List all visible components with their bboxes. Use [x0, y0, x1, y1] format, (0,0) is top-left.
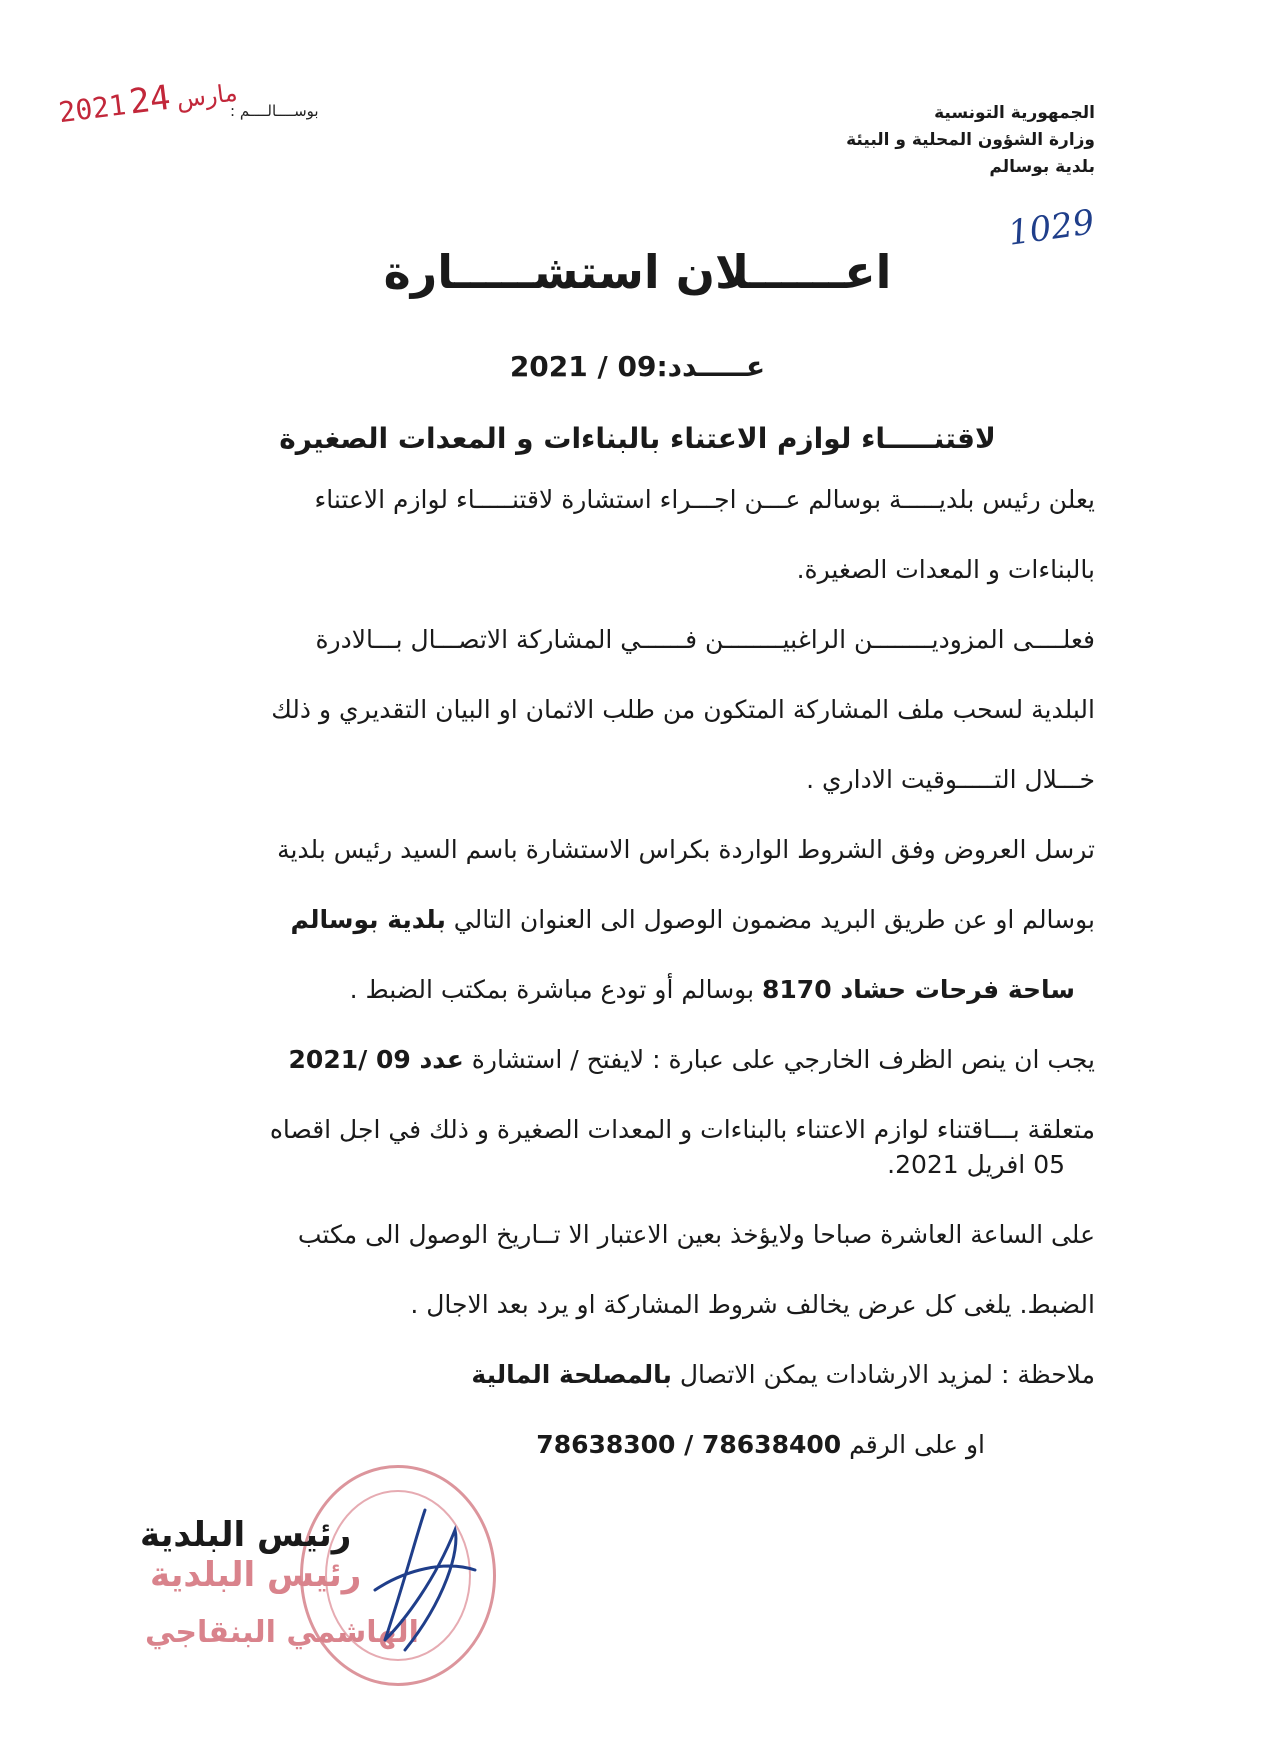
note-bold: بالمصلحة المالية — [471, 1360, 672, 1389]
date-stamp — [56, 69, 245, 131]
body-line: 05 افريل 2021. — [887, 1150, 1065, 1179]
body-line — [291, 905, 1095, 934]
country-name: الجمهورية التونسية — [934, 103, 1095, 123]
phone-line — [536, 1430, 985, 1459]
body-text: بوسالم او عن طريق البريد مضمون الوصول الى العنوان التالي — [453, 905, 1095, 934]
body-line: الضبط. يلغى كل عرض يخالف شروط المشاركة او يرد بعد الاجال . — [410, 1290, 1095, 1319]
date-stamp-day: 24 — [127, 77, 173, 123]
body-line: خـــلال التـــــوقيت الاداري . — [806, 765, 1095, 794]
place-label: بوســــالــــم : — [230, 102, 319, 120]
phone-label: او على الرقم — [849, 1430, 985, 1459]
announcement-subject: لاقتنـــــاء لوازم الاعتناء بالبناءات و المعدات الصغيرة — [279, 422, 996, 455]
body-text: بوسالم أو تودع مباشرة بمكتب الضبط . — [349, 975, 755, 1004]
body-bold: بلدية بوسالم — [290, 905, 446, 934]
body-line: يعلن رئيس بلديـــــة بوسالم عـــن اجـــراء استشارة لاقتنـــــاء لوازم الاعتناء — [314, 485, 1095, 514]
body-line: متعلقة بـــاقتناء لوازم الاعتناء بالبناءات و المعدات الصغيرة و ذلك في اجل اقصاه — [269, 1115, 1095, 1144]
date-stamp-year: 2021 — [56, 88, 128, 130]
page-title: اعــــــلان استشـــــارة — [383, 245, 892, 299]
stamp-text: الهاشمي البنقاجي — [145, 1615, 419, 1650]
body-text: يجب ان ينص الظرف الخارجي على عبارة : لايفتح / استشارة — [471, 1045, 1095, 1074]
letterhead — [735, 100, 1095, 181]
body-line: ترسل العروض وفق الشروط الواردة بكراس الاستشارة باسم السيد رئيس بلدية — [277, 835, 1095, 864]
note-text: ملاحظة : لمزيد الارشادات يمكن الاتصال — [679, 1360, 1095, 1389]
phone-numbers: 78638300 / 78638400 — [536, 1430, 842, 1459]
body-line: بالبناءات و المعدات الصغيرة. — [796, 555, 1095, 584]
handwritten-reference: 1029 — [1005, 202, 1097, 254]
body-line: فعلــــى المزوديــــــــن الراغبيــــــــن فــــــي المشاركة الاتصـــال بـــالادرة — [315, 625, 1095, 654]
stamp-text: رئيس البلدية — [150, 1555, 362, 1595]
date-stamp-month: مارس — [174, 78, 239, 114]
signature-icon — [345, 1500, 485, 1660]
announcement-number: عـــــدد:09 / 2021 — [509, 350, 766, 383]
note-line — [471, 1360, 1095, 1389]
body-line — [289, 1045, 1095, 1074]
body-line: البلدية لسحب ملف المشاركة المتكون من طلب الاثمان او البيان التقديري و ذلك — [271, 695, 1095, 724]
signatory-title: رئيس البلدية — [140, 1515, 352, 1555]
body-bold: عدد 09 /2021 — [288, 1045, 464, 1074]
body-line: على الساعة العاشرة صباحا ولايؤخذ بعين الاعتبار الا تــاريخ الوصول الى مكتب — [297, 1220, 1095, 1249]
municipality-name: بلدية بوسالم — [989, 157, 1095, 177]
body-line — [350, 975, 1075, 1004]
address-bold: ساحة فرحات حشاد 8170 — [762, 975, 1075, 1004]
ministry-name: وزارة الشؤون المحلية و البيئة — [846, 130, 1095, 150]
